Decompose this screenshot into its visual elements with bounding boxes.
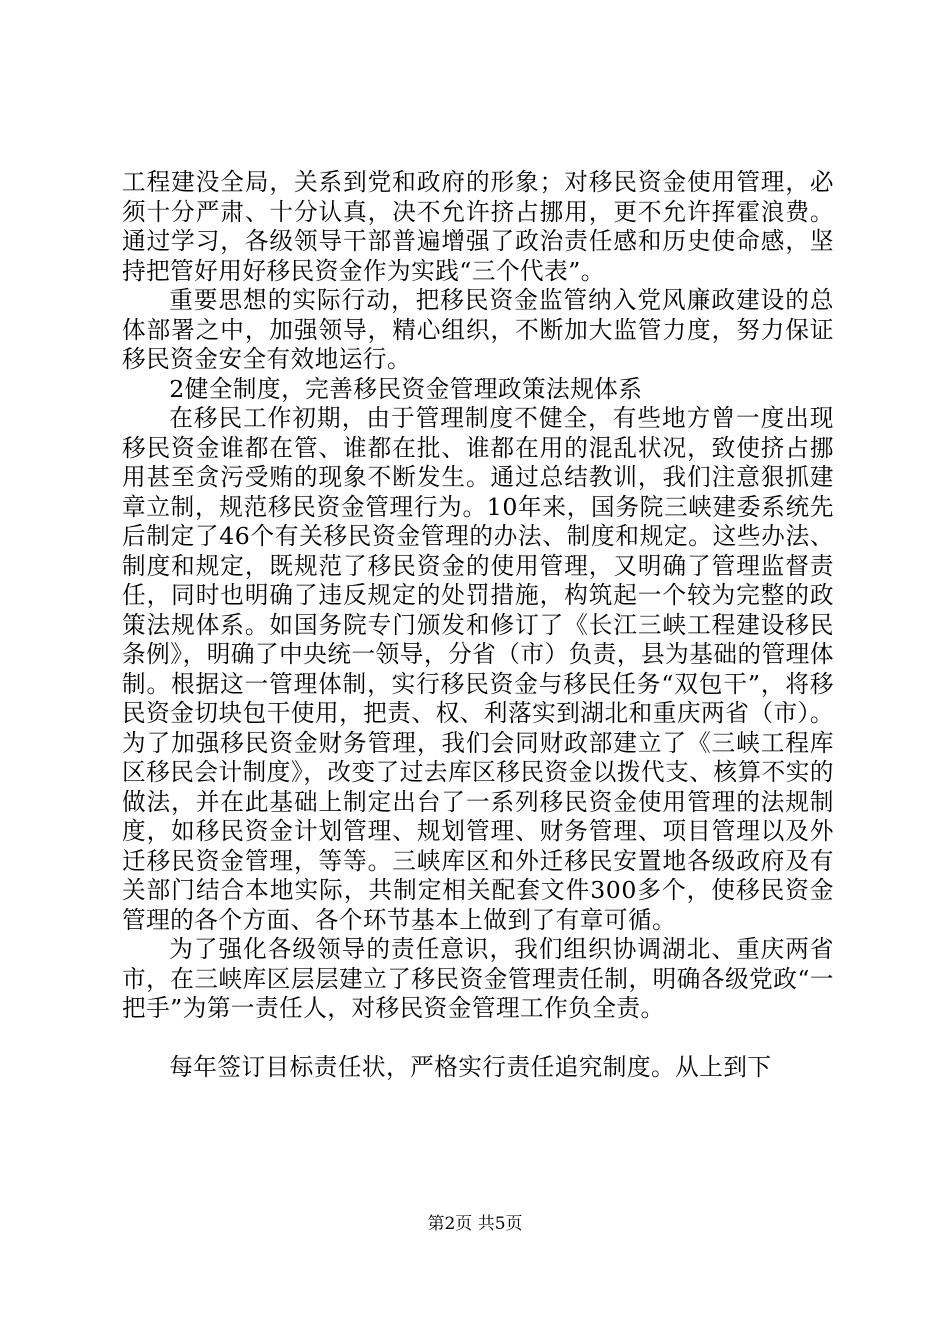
section-heading: 2健全制度，完善移民资金管理政策法规体系 — [169, 374, 643, 403]
page-number-footer: 第2页 共5页 — [427, 1214, 523, 1234]
document-body — [122, 168, 834, 1082]
paragraph-4: 为了强化各级领导的责任意识，我们组织协调湖北、重庆两省市，在三峡库区层层建立了移民资金管理责任制，明确各级党政“一把手”为第一责任人，对移民资金管理工作负全责。 — [122, 935, 834, 1022]
paragraph-5: 每年签订目标责任状，严格实行责任追究制度。从上到下 — [169, 1052, 772, 1081]
paragraph-1: 工程建没全局，关系到党和政府的形象；对移民资金使用管理，必须十分严肃、十分认真，决不允许挤占挪用，更不允许挥霍浪费。通过学习，各级领导干部普遍增强了政治责任感和历史使命感，坚持把管好用好移民资金作为实践“三个代表”。 — [122, 168, 834, 285]
paragraph-2: 重要思想的实际行动，把移民资金监管纳入党风廉政建设的总体部署之中，加强领导，精心组织，不断加大监管力度，努力保证移民资金安全有效地运行。 — [122, 286, 834, 373]
paragraph-3: 在移民工作初期，由于管理制度不健全，有些地方曾一度出现移民资金谁都在管、谁都在批、谁都在用的混乱状况，致使挤占挪用甚至贪污受贿的现象不断发生。通过总结教训，我们注意狠抓建章立制，规范移民资金管理行为。10年来，国务院三峡建委系统先后制定了46个有关移民资金管理的办法、制度和规定。这些办法、制度和规定，既规范了移民资金的使用管理，又明确了管理监督责任，同时也明确了违反规定的处罚措施，构筑起一个较为完整的政策法规体系。如国务院专门颁发和修订了《长江三峡工程建设移民条例》，明确了中央统一领导，分省（市）负责，县为基础的管理体制。根据这一管理体制，实行移民资金与移民任务“双包干”，将移民资金切块包干使用，把责、权、利落实到湖北和重庆两省（市）。为了加强移民资金财务管理，我们会同财政部建立了《三峡工程库区移民会计制度》，改变了过去库区移民资金以拨代支、核算不实的做法，并在此基础上制定出台了一系列移民资金使用管理的法规制度，如移民资金计划管理、规划管理、财务管理、项目管理以及外迁移民资金管理，等等。三峡库区和外迁移民安置地各级政府及有关部门结合本地实际，共制定相关配套文件300多个，使移民资金管理的各个方面、各个环节基本上做到了有章可循。 — [122, 404, 834, 934]
